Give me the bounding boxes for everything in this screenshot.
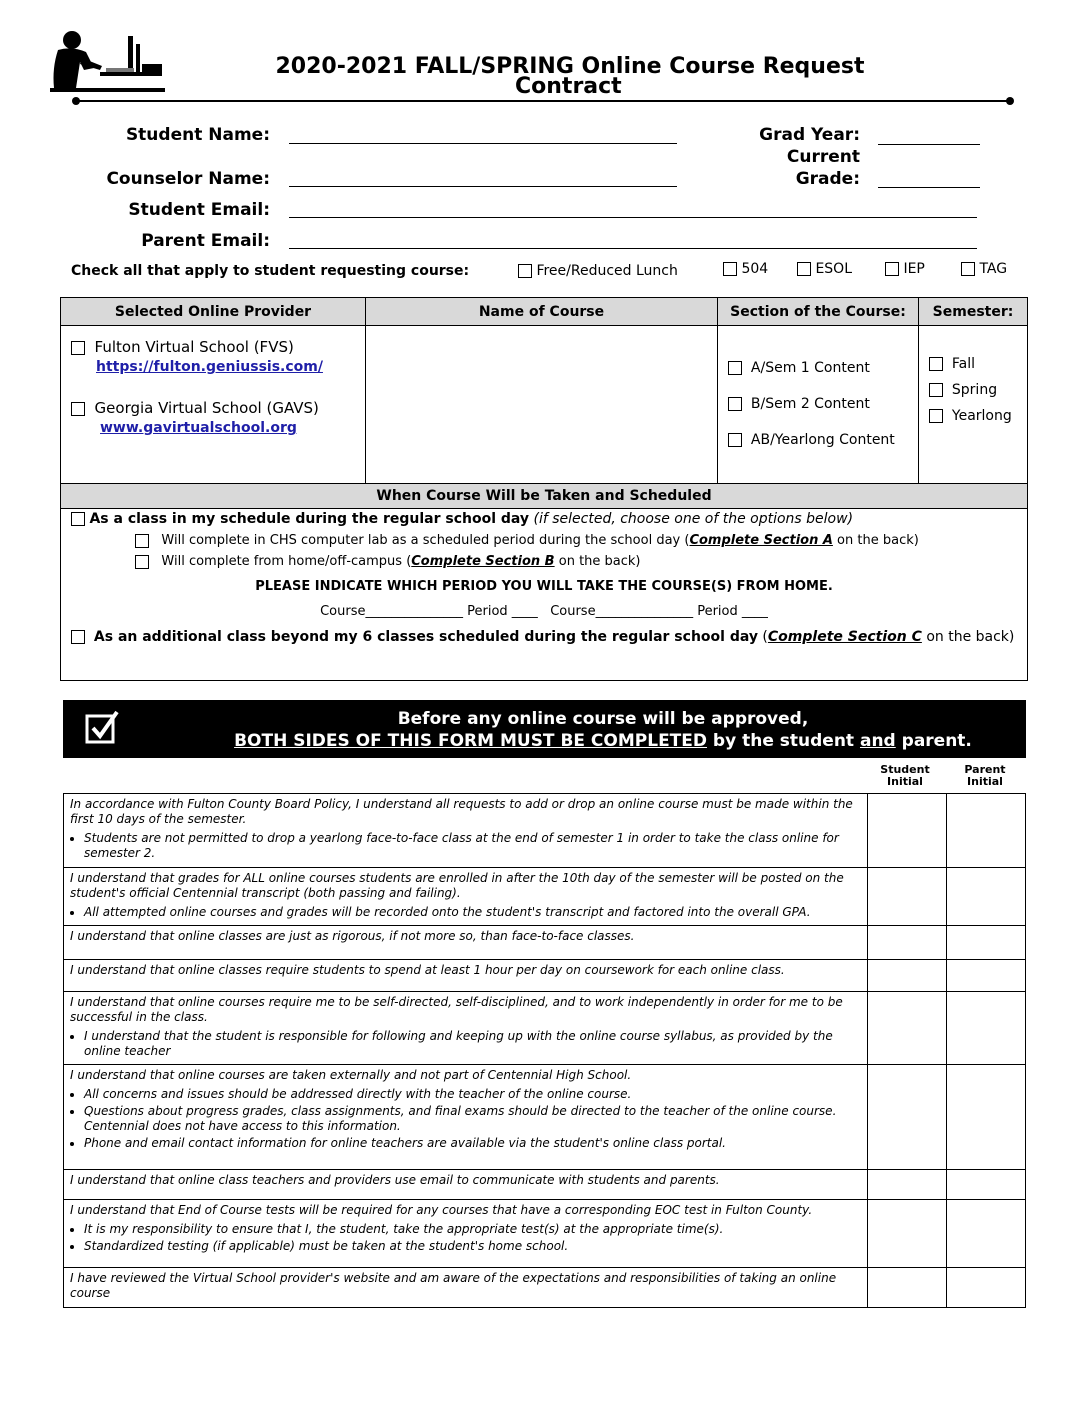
parent-initial-cell[interactable] <box>947 868 1026 926</box>
agreement-text: I have reviewed the Virtual School provider's website and am aware of the expectations and responsibilities of taking an online course <box>70 1271 837 1300</box>
section-label: B/Sem 2 Content <box>750 396 870 412</box>
student-initial-cell[interactable] <box>868 1268 947 1308</box>
section-cell <box>718 326 919 484</box>
fvs-link[interactable]: https://fulton.geniussis.com/ <box>96 359 323 375</box>
course-period-line[interactable]: Course_______________ Period ____ Course_______________ Period ____ <box>320 604 768 619</box>
checkbox[interactable] <box>797 262 811 276</box>
provider-name: Georgia Virtual School (GAVS) <box>94 399 319 417</box>
agreement-text: In accordance with Fulton County Board Policy, I understand all requests to add or drop an online course must be made within the first 10 days of the semester. <box>70 797 853 826</box>
agreement-text-cell <box>64 1268 868 1308</box>
agreement-text: I understand that online courses are taken externally and not part of Centennial High School. <box>70 1068 632 1082</box>
provider-gavs[interactable] <box>71 399 365 417</box>
sub-option-home[interactable] <box>135 554 1027 569</box>
grad-year-field[interactable] <box>878 144 980 145</box>
checkbox[interactable] <box>135 555 149 569</box>
parent-initial-header: Parent Initial <box>964 763 1006 788</box>
section-label: A/Sem 1 Content <box>750 360 870 376</box>
checkbox[interactable] <box>961 262 975 276</box>
page-title: 2020-2021 FALL/SPRING Online Course Request <box>275 54 865 79</box>
agreement-text: I understand that online classes require students to spend at least 1 hour per day on coursework for each online class. <box>70 963 785 977</box>
when-option-label: As an additional class beyond my 6 classes scheduled during the regular school day <box>93 629 758 645</box>
agreement-text-cell <box>64 1200 868 1268</box>
student-initial-header: Student Initial <box>880 763 930 788</box>
student-computer-icon <box>50 28 165 92</box>
student-name-label: Student Name: <box>125 125 270 145</box>
agreement-bullets <box>70 1087 861 1151</box>
sub-option-text: on the back) <box>554 554 641 569</box>
semester-yearlong[interactable] <box>929 408 1027 424</box>
agreement-text-cell <box>64 1065 868 1170</box>
student-initial-cell[interactable] <box>868 1200 947 1268</box>
section-ref: Complete Section A <box>689 533 833 548</box>
agreement-bullets <box>70 1029 861 1059</box>
semester-spring[interactable] <box>929 382 1027 398</box>
apply-504[interactable] <box>723 261 768 277</box>
banner-line-2 <box>183 730 1023 752</box>
agreement-bullets <box>70 1222 861 1254</box>
checkbox[interactable] <box>135 534 149 548</box>
provider-name: Fulton Virtual School (FVS) <box>94 338 294 356</box>
agreement-row <box>64 1065 1026 1170</box>
banner-emphasis: BOTH SIDES OF THIS FORM MUST BE COMPLETED <box>234 731 708 751</box>
agreement-bullet: • Standardized testing (if applicable) must be taken at the student's home school. <box>84 1239 861 1254</box>
checkbox[interactable] <box>929 409 943 423</box>
agreement-bullet: • Phone and email contact information for online teachers are available via the student's online class portal. <box>84 1136 861 1151</box>
checkbox[interactable] <box>728 433 742 447</box>
banner-and: and <box>859 731 896 751</box>
when-option-text: ( <box>757 629 768 645</box>
student-initial-cell[interactable] <box>868 794 947 868</box>
section-ref: Complete Section C <box>767 629 922 645</box>
when-option-regular[interactable] <box>71 511 1027 527</box>
semester-fall[interactable] <box>929 356 1027 372</box>
agreement-bullets <box>70 831 861 861</box>
agreement-text: I understand that online class teachers and providers use email to communicate with students and parents. <box>70 1173 720 1187</box>
checkbox[interactable] <box>728 397 742 411</box>
parent-initial-cell[interactable] <box>947 794 1026 868</box>
parent-email-field[interactable] <box>289 248 977 249</box>
grad-year-label: Grad Year: <box>759 125 860 145</box>
agreement-row <box>64 926 1026 960</box>
student-email-field[interactable] <box>289 217 977 218</box>
agreement-bullet: • Students are not permitted to drop a yearlong face-to-face class at the end of semester 1 in order to take the class online for semester 2. <box>84 831 861 861</box>
header-section: Section of the Course: <box>718 298 919 326</box>
semester-label: Spring <box>951 382 998 398</box>
parent-email-label: Parent Email: <box>141 231 270 251</box>
agreement-bullet: • I understand that the student is responsible for following and keeping up with the online course syllabus, as provided by the online teacher <box>84 1029 861 1059</box>
checkbox[interactable] <box>728 361 742 375</box>
parent-initial-cell[interactable] <box>947 1065 1026 1170</box>
checkbox[interactable] <box>71 341 85 355</box>
parent-initial-cell[interactable] <box>947 926 1026 960</box>
header-semester: Semester: <box>919 298 1028 326</box>
when-option-label: As a class in my schedule during the regular school day <box>89 511 530 527</box>
option-label: 504 <box>741 261 769 277</box>
agreement-text-cell <box>64 926 868 960</box>
agreement-text-cell <box>64 794 868 868</box>
agreement-row <box>64 960 1026 992</box>
section-a[interactable] <box>728 360 918 376</box>
provider-fvs[interactable] <box>71 338 365 356</box>
apply-iep[interactable] <box>885 261 925 277</box>
agreement-text-cell <box>64 1170 868 1200</box>
checkbox[interactable] <box>929 357 943 371</box>
agreement-text-cell <box>64 960 868 992</box>
apply-label: Check all that apply to student requesting course: <box>71 263 470 279</box>
checkbox[interactable] <box>929 383 943 397</box>
agreement-table <box>63 793 1026 1308</box>
agreement-bullet: • It is my responsibility to ensure that I, the student, take the appropriate test(s) at the appropriate time(s). <box>84 1222 861 1237</box>
banner-text <box>183 708 1023 752</box>
sub-option-lab[interactable] <box>135 533 1027 548</box>
student-email-label: Student Email: <box>128 200 270 220</box>
student-initial-cell[interactable] <box>868 1065 947 1170</box>
agreement-row <box>64 1200 1026 1268</box>
section-label: AB/Yearlong Content <box>750 432 895 448</box>
checkbox[interactable] <box>71 630 85 644</box>
when-header: When Course Will be Taken and Scheduled <box>61 484 1028 509</box>
when-option-additional[interactable] <box>71 629 1027 645</box>
semester-cell <box>919 326 1028 484</box>
header-provider: Selected Online Provider <box>61 298 366 326</box>
student-initial-cell[interactable] <box>868 960 947 992</box>
section-ref: Complete Section B <box>411 554 555 569</box>
student-name-field[interactable] <box>289 143 677 144</box>
checkbox[interactable] <box>723 262 737 276</box>
rule-end-left <box>72 97 80 105</box>
approval-banner <box>63 700 1026 758</box>
sub-option-text: on the back) <box>832 533 919 548</box>
option-label: ESOL <box>815 261 853 277</box>
sub-option-text: Will complete from home/off-campus ( <box>161 554 412 569</box>
apply-free-lunch[interactable] <box>518 263 678 279</box>
option-label: Free/Reduced Lunch <box>536 263 678 279</box>
rule-end-right <box>1006 97 1014 105</box>
agreement-row <box>64 992 1026 1065</box>
provider-cell <box>61 326 366 484</box>
student-initial-cell[interactable] <box>868 1170 947 1200</box>
checkbox[interactable] <box>885 262 899 276</box>
agreement-row <box>64 1268 1026 1308</box>
student-initial-cell[interactable] <box>868 868 947 926</box>
parent-initial-cell[interactable] <box>947 992 1026 1065</box>
course-request-table <box>60 297 1028 681</box>
agreement-text: I understand that End of Course tests will be required for any courses that have a corresponding EOC test in Fulton County. <box>70 1203 813 1217</box>
banner-line-1: Before any online course will be approved, <box>397 709 809 729</box>
parent-initial-cell[interactable] <box>947 1268 1026 1308</box>
grade-label: Grade: <box>795 169 860 189</box>
agreement-bullet: • Questions about progress grades, class assignments, and final exams should be directed to the teacher of the online course. Centennial does not have access to this information. <box>84 1104 861 1134</box>
student-initial-cell[interactable] <box>868 992 947 1065</box>
agreement-row <box>64 868 1026 926</box>
option-label: IEP <box>903 261 925 277</box>
section-ab[interactable] <box>728 432 918 448</box>
course-name-cell[interactable] <box>366 326 718 484</box>
grade-field[interactable] <box>878 187 980 188</box>
banner-text-part: by the student <box>707 731 860 751</box>
checkbox[interactable] <box>71 402 85 416</box>
parent-initial-cell[interactable] <box>947 1200 1026 1268</box>
agreement-bullet: • All concerns and issues should be addressed directly with the teacher of the online course. <box>84 1087 861 1102</box>
when-option-text: on the back) <box>921 629 1015 645</box>
agreement-text-cell <box>64 868 868 926</box>
checkbox-checked-icon <box>85 710 119 744</box>
counselor-name-field[interactable] <box>289 186 677 187</box>
agreement-text-cell <box>64 992 868 1065</box>
current-label: Current <box>786 147 860 167</box>
header-rule <box>75 100 1010 102</box>
agreement-row <box>64 794 1026 868</box>
option-label: TAG <box>979 261 1008 277</box>
checkbox[interactable] <box>71 512 85 526</box>
agreement-row <box>64 1170 1026 1200</box>
parent-initial-cell[interactable] <box>947 960 1026 992</box>
apply-tag[interactable] <box>961 261 1007 277</box>
banner-text-part: parent. <box>895 731 972 751</box>
when-cell <box>61 509 1028 681</box>
counselor-name-label: Counselor Name: <box>106 169 270 189</box>
header-course-name: Name of Course <box>366 298 718 326</box>
agreement-bullets <box>70 905 861 920</box>
when-option-note: (if selected, choose one of the options below) <box>533 511 854 527</box>
agreement-text: I understand that online classes are just as rigorous, if not more so, than face-to-face classes. <box>70 929 635 943</box>
parent-initial-cell[interactable] <box>947 1170 1026 1200</box>
semester-label: Fall <box>951 356 976 372</box>
sub-option-text: Will complete in CHS computer lab as a scheduled period during the school day ( <box>161 533 690 548</box>
agreement-text: I understand that grades for ALL online courses students are enrolled in after the 10th day of the semester will be posted on the student's official Centennial transcript (both passing and failing). <box>70 871 844 900</box>
page-title-overflow: Contract <box>515 74 622 99</box>
agreement-text: I understand that online courses require me to be self-directed, self-disciplined, and to work independently in order for me to be successful in the class. <box>70 995 843 1024</box>
student-initial-cell[interactable] <box>868 926 947 960</box>
gavs-link[interactable]: www.gavirtualschool.org <box>100 420 297 436</box>
indicate-period: PLEASE INDICATE WHICH PERIOD YOU WILL TAKE THE COURSE(S) FROM HOME. <box>255 579 833 594</box>
apply-esol[interactable] <box>797 261 852 277</box>
section-b[interactable] <box>728 396 918 412</box>
semester-label: Yearlong <box>951 408 1012 424</box>
agreement-bullet: • All attempted online courses and grades will be recorded onto the student's transcript and factored into the overall GPA. <box>84 905 861 920</box>
checkbox[interactable] <box>518 264 532 278</box>
